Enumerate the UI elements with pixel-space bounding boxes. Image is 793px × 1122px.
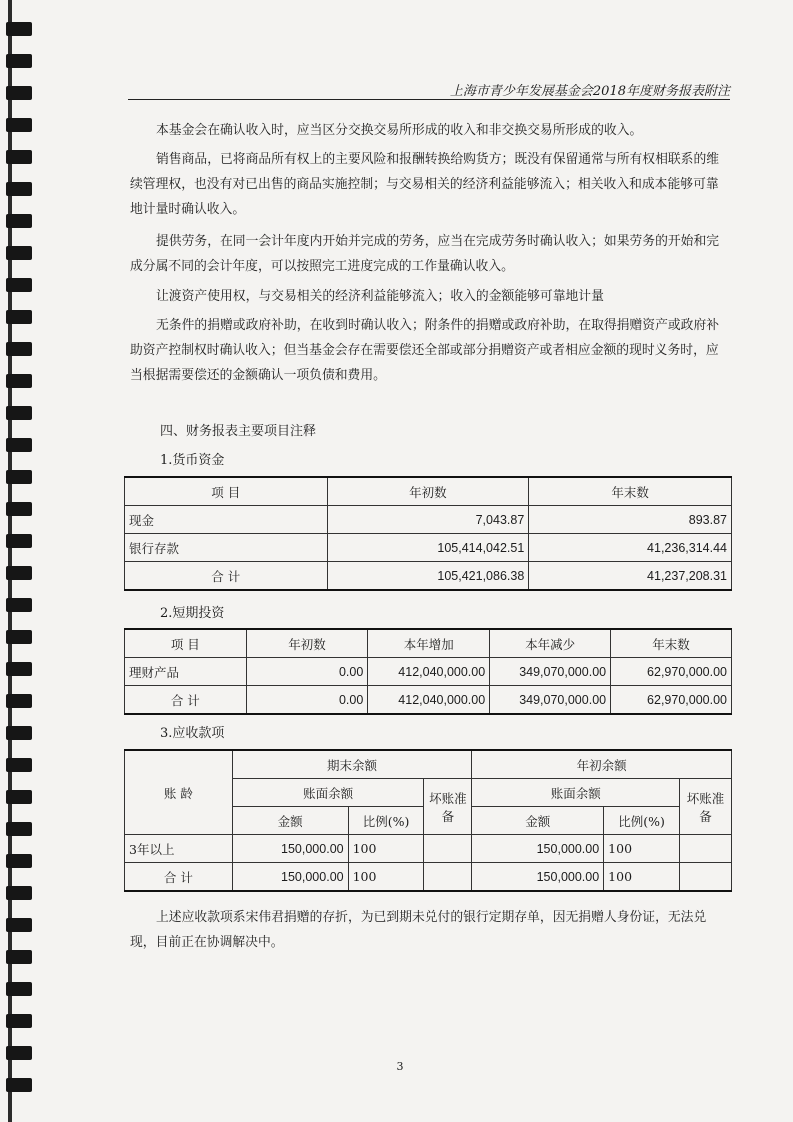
recv-begin-bad-debt <box>680 835 732 863</box>
binding-hole <box>6 86 32 100</box>
recv-header-ratio-end: 比例(%) <box>348 807 424 835</box>
binding-hole <box>6 790 32 804</box>
recv-header-age: 账 龄 <box>125 750 233 835</box>
recv-age: 合 计 <box>125 863 233 892</box>
binding-hole <box>6 22 32 36</box>
cash-item: 合 计 <box>125 562 328 591</box>
binding-hole <box>6 1046 32 1060</box>
recv-header-period-end: 期末余额 <box>232 750 472 779</box>
binding-hole <box>6 534 32 548</box>
binding-hole <box>6 342 32 356</box>
receivable-table <box>124 749 732 892</box>
invest-header-item: 项 目 <box>125 629 247 658</box>
recv-end-bad-debt <box>424 863 472 892</box>
recv-end-ratio: 100 <box>348 863 424 892</box>
receivable-note: 上述应收款项系宋伟君捐赠的存折，为已到期未兑付的银行定期存单，因无捐赠人身份证，无法兑现，目前正在协调解决中。 <box>130 910 707 950</box>
binding-hole <box>6 630 32 644</box>
table-row <box>125 658 732 686</box>
section-title: 四、财务报表主要项目注释 <box>160 424 317 439</box>
recv-begin-ratio: 100 <box>604 863 680 892</box>
page-number: 3 <box>396 1060 404 1073</box>
receivable-title: 3.应收款项 <box>160 726 225 741</box>
recv-header-book-end: 账面余额 <box>232 779 424 807</box>
binding-hole <box>6 758 32 772</box>
cash-item: 银行存款 <box>125 534 328 562</box>
binding-hole <box>6 278 32 292</box>
invest-begin: 0.00 <box>246 658 368 686</box>
table-row <box>125 863 732 892</box>
binding-hole <box>6 822 32 836</box>
binding-hole <box>6 54 32 68</box>
cash-table <box>124 476 732 591</box>
binding-hole <box>6 854 32 868</box>
cash-end: 893.87 <box>529 506 732 534</box>
binding-hole <box>6 438 32 452</box>
invest-header-end: 年末数 <box>611 629 732 658</box>
binding-hole <box>6 502 32 516</box>
invest-item: 理财产品 <box>125 658 247 686</box>
paragraph-3: 提供劳务，在同一会计年度内开始并完成的劳务，应当在完成劳务时确认收入；如果劳务的开始和完成分属不同的会计年度，可以按照完工进度完成的工作量确认收入。 <box>130 234 720 274</box>
invest-inc: 412,040,000.00 <box>368 658 490 686</box>
recv-end-amount: 150,000.00 <box>232 863 348 892</box>
recv-begin-bad-debt <box>680 863 732 892</box>
recv-header-book-begin: 账面余额 <box>472 779 680 807</box>
recv-end-ratio: 100 <box>348 835 424 863</box>
cash-title: 1.货币资金 <box>160 453 225 468</box>
invest-header-dec: 本年减少 <box>490 629 611 658</box>
binding-hole <box>6 694 32 708</box>
recv-end-bad-debt <box>424 835 472 863</box>
cash-header-end: 年末数 <box>529 477 732 506</box>
header-rule <box>128 99 730 100</box>
recv-header-ratio-begin: 比例(%) <box>604 807 680 835</box>
cash-end: 41,236,314.44 <box>529 534 732 562</box>
binding-hole <box>6 374 32 388</box>
binding-hole <box>6 726 32 740</box>
invest-end: 62,970,000.00 <box>611 658 732 686</box>
invest-header-begin: 年初数 <box>246 629 368 658</box>
binding-hole <box>6 1078 32 1092</box>
short-invest-table <box>124 628 732 715</box>
invest-dec: 349,070,000.00 <box>490 658 611 686</box>
binding-hole <box>6 918 32 932</box>
cash-item: 现金 <box>125 506 328 534</box>
table-row <box>125 562 732 591</box>
binding-hole <box>6 886 32 900</box>
binding-hole <box>6 566 32 580</box>
recv-header-amount-end: 金额 <box>232 807 348 835</box>
recv-header-bad-debt-end: 坏账准备 <box>424 779 472 835</box>
recv-header-amount-begin: 金额 <box>472 807 604 835</box>
invest-begin: 0.00 <box>246 686 368 715</box>
binding-hole <box>6 982 32 996</box>
paragraph-2: 销售商品，已将商品所有权上的主要风险和报酬转换给购货方；既没有保留通常与所有权相联系的维续管理权，也没有对已出售的商品实施控制；与交易相关的经济利益能够流入；相关收入和成本能够可靠地计量时确认收入。 <box>130 152 720 217</box>
table-row <box>125 835 732 863</box>
binding-hole <box>6 182 32 196</box>
binding-hole <box>6 150 32 164</box>
table-row <box>125 686 732 715</box>
binding-hole <box>6 598 32 612</box>
table-row <box>125 534 732 562</box>
binding-hole <box>6 950 32 964</box>
binding-hole <box>6 406 32 420</box>
binding-strip <box>0 0 40 1122</box>
invest-inc: 412,040,000.00 <box>368 686 490 715</box>
binding-hole <box>6 1014 32 1028</box>
cash-header-begin: 年初数 <box>327 477 529 506</box>
recv-begin-ratio: 100 <box>604 835 680 863</box>
cash-begin: 105,414,042.51 <box>327 534 529 562</box>
recv-age: 3年以上 <box>125 835 233 863</box>
invest-end: 62,970,000.00 <box>611 686 732 715</box>
invest-item: 合 计 <box>125 686 247 715</box>
page-header: 上海市青少年发展基金会2018年度财务报表附注 <box>449 84 730 99</box>
binding-hole <box>6 470 32 484</box>
paragraph-4: 让渡资产使用权，与交易相关的经济利益能够流入；收入的金额能够可靠地计量 <box>156 289 604 304</box>
cash-end: 41,237,208.31 <box>529 562 732 591</box>
binding-hole <box>6 118 32 132</box>
table-row <box>125 506 732 534</box>
recv-begin-amount: 150,000.00 <box>472 863 604 892</box>
cash-header-item: 项 目 <box>125 477 328 506</box>
cash-begin: 105,421,086.38 <box>327 562 529 591</box>
binding-hole <box>6 214 32 228</box>
paragraph-5: 无条件的捐赠或政府补助，在收到时确认收入；附条件的捐赠或政府补助，在取得捐赠资产或政府补助资产控制权时确认收入；但当基金会存在需要偿还全部或部分捐赠资产或者相应金额的现时义务时，应当根据需要偿还的金额确认一项负债和费用。 <box>130 318 720 383</box>
cash-begin: 7,043.87 <box>327 506 529 534</box>
binding-hole <box>6 310 32 324</box>
short-invest-title: 2.短期投资 <box>160 606 225 621</box>
recv-begin-amount: 150,000.00 <box>472 835 604 863</box>
invest-header-inc: 本年增加 <box>368 629 490 658</box>
recv-end-amount: 150,000.00 <box>232 835 348 863</box>
binding-hole <box>6 246 32 260</box>
paragraph-1: 本基金会在确认收入时，应当区分交换交易所形成的收入和非交换交易所形成的收入。 <box>156 123 643 138</box>
recv-header-bad-debt-begin: 坏账准备 <box>680 779 732 835</box>
recv-header-year-begin: 年初余额 <box>472 750 732 779</box>
binding-hole <box>6 662 32 676</box>
invest-dec: 349,070,000.00 <box>490 686 611 715</box>
